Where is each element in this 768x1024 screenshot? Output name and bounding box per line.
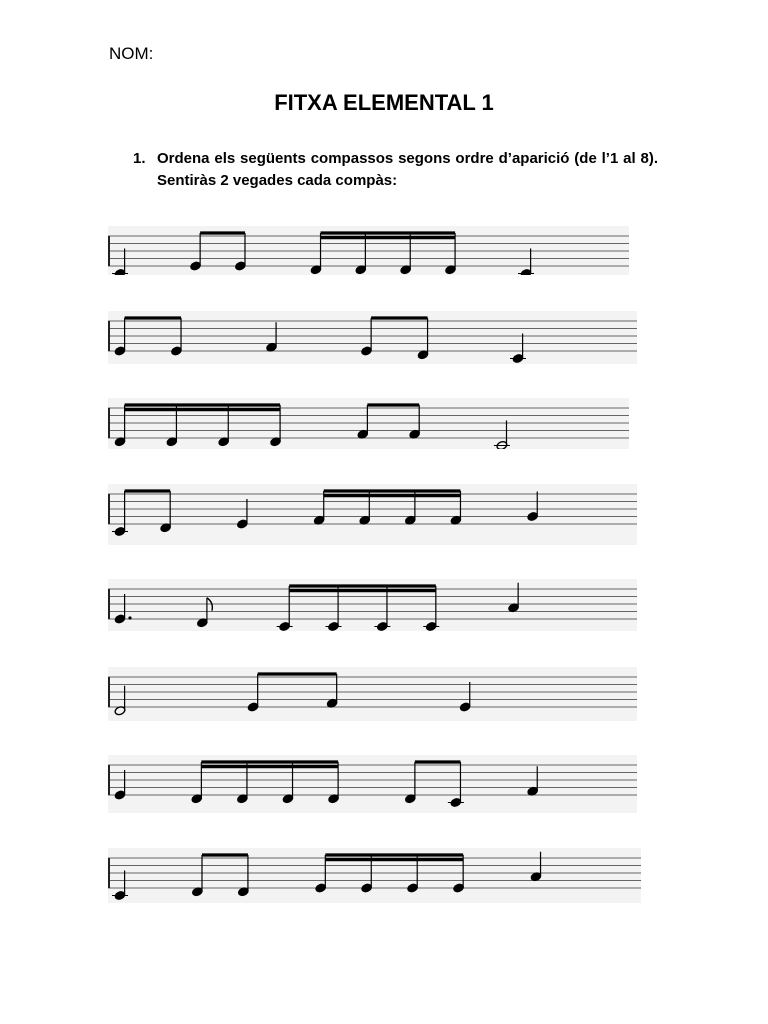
staff-5-svg [108, 579, 637, 631]
exercise-instruction: Ordena els següents compassos segons ordre d’aparició (de l’1 al 8). Sentiràs 2 vegades cada compàs: [157, 150, 658, 189]
staff-8 [108, 848, 641, 903]
staff-7 [108, 755, 637, 813]
staff-2-svg [108, 311, 637, 364]
exercise-number: 1. [133, 150, 146, 167]
name-label: NOM: [109, 44, 154, 63]
staff-1 [108, 226, 629, 275]
staff-2 [108, 311, 637, 364]
staff-4-svg [108, 484, 637, 545]
exercise-1 [133, 148, 658, 192]
staff-5 [108, 579, 637, 631]
page-title: FITXA ELEMENTAL 1 [274, 90, 494, 115]
augmentation-dot [128, 616, 131, 619]
staff-8-svg [108, 848, 641, 903]
staff-6-svg [108, 667, 637, 721]
staff-6 [108, 667, 637, 721]
staff-3-svg [108, 398, 629, 449]
staff-3 [108, 398, 629, 449]
staff-1-svg [108, 226, 629, 275]
staff-4 [108, 484, 637, 545]
staff-7-svg [108, 755, 637, 813]
